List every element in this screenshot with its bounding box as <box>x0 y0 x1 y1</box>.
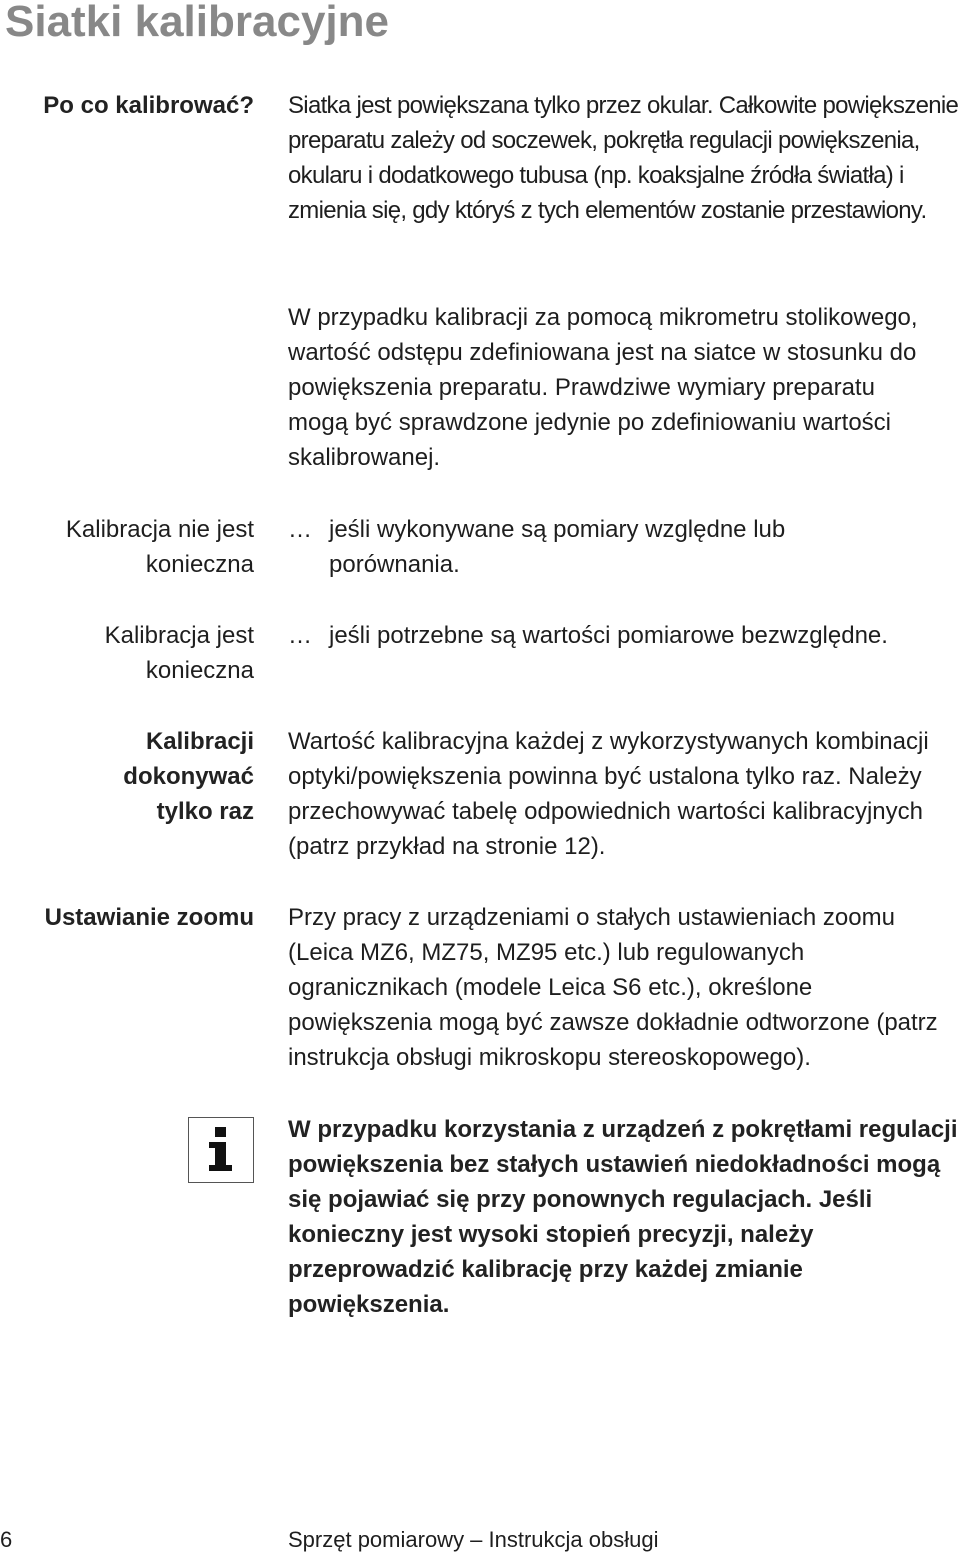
paragraph-stage-micrometer: W przypadku kalibracji za pomocą mikrometru stolikowego, wartość odstępu zdefiniowana jest na siatce w stosunku do powiększenia preparatu. Prawdziwe wymiary preparatu mogą być sprawdzone jedynie po zdefiniowaniu wartości skalibrowanej. <box>288 304 918 471</box>
paragraph-precision-note: W przypadku korzystania z urządzeń z pokrętłami regulacji powiększenia bez stałych ustawień niedokładności mogą się pojawiać się przy ponownych regulacjach. Jeśli konieczny jest wysoki stopień precyzji, należy przeprowadzić kalibrację przy każdej zmianie powiększenia. <box>288 1116 958 1318</box>
ellipsis-marker: … <box>288 622 312 649</box>
ellipsis-marker: … <box>288 516 312 543</box>
side-heading-calibration-not-needed: Kalibracja nie jest konieczna <box>65 516 254 578</box>
info-icon <box>188 1117 254 1183</box>
page-number: 6 <box>0 1527 13 1552</box>
list-item-text: jeśli potrzebne są wartości pomiarowe bezwzględne. <box>329 622 888 649</box>
side-heading-why-calibrate: Po co kalibrować? <box>43 92 254 119</box>
side-heading-zoom-setting: Ustawianie zoomu <box>44 904 254 931</box>
paragraph-why-calibrate: Siatka jest powiększana tylko przez okular. Całkowite powiększenie preparatu zależy od soczewek, pokrętła regulacji powiększenia, okularu i dodatkowego tubusa (np. koaksjalne źródła światła) i zmienia się, gdy któryś z tych elementów zostanie przestawiony. <box>288 92 959 224</box>
list-item-not-needed <box>288 512 960 582</box>
page-title: Siatki kalibracyjne <box>5 0 389 46</box>
paragraph-zoom-setting: Przy pracy z urządzeniami o stałych ustawieniach zoomu (Leica MZ6, MZ75, MZ95 etc.) lub regulowanych ogranicznikach (modele Leica S6 etc.), określone powiększenia mogą być zawsze dokładnie odtworzone (patrz instrukcja obsługi mikroskopu stereoskopowego). <box>288 904 938 1071</box>
side-heading-calibrate-once: Kalibracji dokonywać tylko raz <box>123 728 254 825</box>
side-heading-calibration-needed: Kalibracja jest konieczna <box>104 622 254 684</box>
footer-title: Sprzęt pomiarowy – Instrukcja obsługi <box>288 1527 659 1552</box>
list-item-needed <box>288 618 960 653</box>
paragraph-calibrate-once: Wartość kalibracyjna każdej z wykorzystywanych kombinacji optyki/powiększenia powinna być ustalona tylko raz. Należy przechowywać tabelę odpowiednich wartości kalibracyjnych (patrz przykład na stronie 12). <box>288 728 929 860</box>
list-item-text: jeśli wykonywane są pomiary względne lub porównania. <box>329 516 786 578</box>
